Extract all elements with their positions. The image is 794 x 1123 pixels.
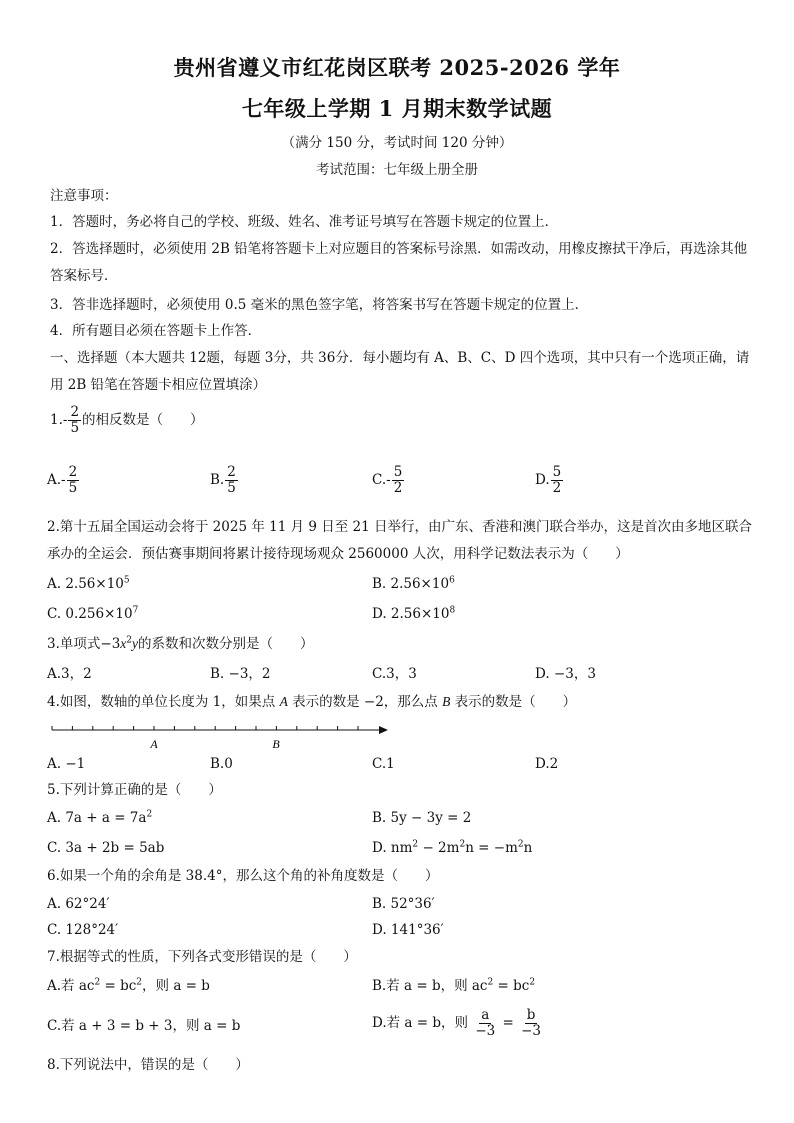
question-1-stem bbox=[50, 405, 204, 436]
q5-option-c: C. 3a + 2b = 5ab bbox=[47, 840, 165, 856]
question-6-stem: 6.如果一个角的余角是 38.4°，那么这个角的补角度数是（ ） bbox=[47, 868, 439, 884]
number-line-ticks bbox=[52, 726, 358, 730]
q1-option-a: A.- $\frac{2}{5}$ bbox=[47, 464, 78, 496]
q1-option-c: C.- $\frac{5}{2}$ bbox=[372, 464, 403, 496]
q3-monomial: $-3x^2y$ bbox=[100, 635, 139, 652]
score-info: （满分 150 分，考试时间 120 分钟） bbox=[281, 135, 513, 151]
q3-option-c: C.3，3 bbox=[372, 666, 417, 682]
q7-option-a: A.若 $ac^2 = bc^2$，则 a = b bbox=[47, 977, 210, 994]
point-a-label: A bbox=[150, 737, 158, 751]
q6-option-b: B. 52°36′ bbox=[372, 896, 435, 912]
q4-option-a: A. −1 bbox=[47, 756, 86, 772]
note-4: 4．所有题目必须在答题卡上作答． bbox=[50, 323, 262, 339]
question-5-stem: 5.下列计算正确的是（ ） bbox=[47, 782, 222, 798]
question-2-stem: 2.第十五届全国运动会将于 2025 年 11 月 9 日至 21 日举行，由广东、香港和澳门联合举办，这是首次由多地区联合承办的全运会．预估赛事期间将累计接待现场观众 2560000 人次，用科学记数法表示为（ ） bbox=[47, 519, 753, 562]
q1-prefix: 1.- bbox=[50, 412, 68, 428]
q3-option-b: B. −3，2 bbox=[210, 666, 271, 682]
q3-option-d: D. −3，3 bbox=[535, 666, 596, 682]
q7-option-b: B.若 a = b，则 $ac^2 = bc^2$ bbox=[372, 977, 536, 994]
question-7-stem: 7.根据等式的性质，下列各式变形错误的是（ ） bbox=[47, 949, 357, 965]
q4-option-d: D.2 bbox=[535, 756, 559, 772]
q1-fraction: $\frac{2}{5}$ bbox=[70, 404, 80, 436]
q1-option-d: D. $\frac{5}{2}$ bbox=[535, 464, 562, 496]
q2-option-d: D. $2.56\times 10^8$ bbox=[372, 605, 456, 622]
q1-suffix: 的相反数是（ ） bbox=[82, 412, 204, 428]
q6-option-d: D. 141°36′ bbox=[372, 922, 444, 938]
notes-heading: 注意事项： bbox=[50, 188, 118, 204]
q6-option-a: A. 62°24′ bbox=[47, 896, 110, 912]
q4-option-c: C.1 bbox=[372, 756, 395, 772]
exam-scope: 考试范围：七年级上册全册 bbox=[316, 162, 478, 178]
q5-option-a: A. $7a + a = 7a^2$ bbox=[47, 809, 153, 826]
point-b-label: B bbox=[272, 737, 280, 751]
q4-option-b: B.0 bbox=[210, 756, 233, 772]
q1-option-b: B. $\frac{2}{5}$ bbox=[210, 464, 236, 496]
question-3-stem: 3.单项式$-3x^2y$的系数和次数分别是（ ） bbox=[47, 635, 314, 652]
q2-option-b: B. $2.56\times 10^6$ bbox=[372, 575, 455, 592]
exam-title-line2: 七年级上学期 1 月期末数学试题 bbox=[241, 96, 553, 121]
q6-option-c: C. 128°24′ bbox=[47, 922, 119, 938]
question-8-stem: 8.下列说法中，错误的是（ ） bbox=[47, 1057, 249, 1073]
number-line-arrow bbox=[379, 726, 388, 734]
q2-option-c: C. $0.256\times 10^7$ bbox=[47, 605, 139, 622]
note-3: 3．答非选择题时，必须使用 0.5 毫米的黑色签字笔，将答案书写在答题卡规定的位置上． bbox=[50, 297, 589, 313]
q2-option-a: A. $2.56\times 10^5$ bbox=[47, 575, 130, 592]
question-4-stem: 4.如图，数轴的单位长度为 1，如果点 A 表示的数是 −2，那么点 B 表示的数是（ ） bbox=[47, 694, 577, 710]
q5-option-b: B. 5y − 3y = 2 bbox=[372, 810, 472, 826]
note-1: 1．答题时，务必将自己的学校、班级、姓名、准考证号填写在答题卡规定的位置上． bbox=[50, 214, 559, 230]
q7-option-d: D.若 a = b，则 $\frac{a}{-3}$ = $\frac{b}{-3}$ bbox=[372, 1007, 542, 1039]
q7-option-c: C.若 a + 3 = b + 3，则 a = b bbox=[47, 1018, 241, 1034]
exam-title-line1: 贵州省遵义市红花岗区联考 2025-2026 学年 bbox=[173, 55, 621, 80]
note-2: 2．答选择题时，必须使用 2B 铅笔将答题卡上对应题目的答案标号涂黑．如需改动，用橡皮擦拭干净后，再选涂其他答案标号． bbox=[50, 241, 748, 284]
q5-option-d: D. $nm^2 - 2m^2n = -m^2n$ bbox=[372, 839, 533, 856]
section-heading: 一、选择题（本大题共 12题，每题 3分，共 36分．每小题均有 A、B、C、D 四个选项，其中只有一个选项正确，请用 2B 铅笔在答题卡相应位置填涂） bbox=[50, 350, 750, 393]
q3-option-a: A.3，2 bbox=[47, 666, 92, 682]
